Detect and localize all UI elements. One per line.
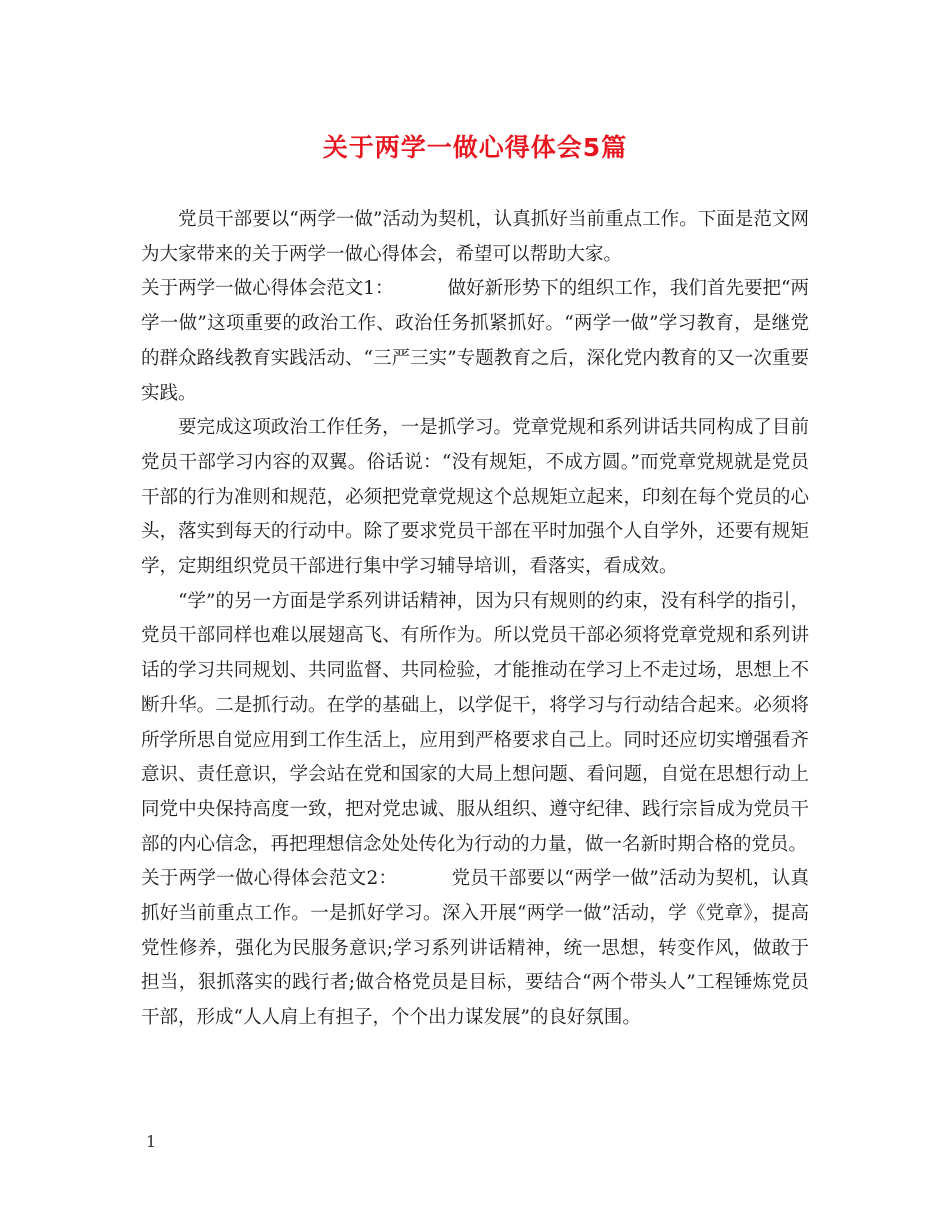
section1-paragraph-3: “学”的另一方面是学系列讲话精神，因为只有规则的约束，没有科学的指引，党员干部同样也难以展翅高飞、有所作为。所以党员干部必须将党章党规和系列讲话的学习共同规划、共同监督、共同检验，才能推动在学习上不走过场，思想上不断升华。二是抓行动。在学的基础上，以学促干，将学习与行动结合起来。必须将所学所思自觉应用到工作生活上，应用到严格要求自己上。同时还应切实增强看齐意识、责任意识，学会站在党和国家的大局上想问题、看问题，自觉在思想行动上同党中央保持高度一致，把对党忠诚、服从组织、遵守纪律、践行宗旨成为党员干部的内心信念，再把理想信念处处传化为行动的力量，做一名新时期合格的党员。 [141,590,809,855]
section1-paragraph [141,272,809,411]
section2-lead-text: 党员干部要以“两学一做”活动为契机，认真抓好当前重点工作。一是抓好学习。深入开展“两学一做”活动，学《党章》，提高党性修养，强化为民服务意识;学习系列讲话精神，统一思想，转变作风，做敢于担当，狠抓落实的践行者;做合格党员是目标，要结合“两个带头人”工程锤炼党员干部，形成“人人肩上有担子，个个出力谋发展”的良好氛围。 [141,868,809,1029]
section2-heading: 关于两学一做心得体会范文2： [141,868,398,890]
document-title: 关于两学一做心得体会5篇 [322,133,628,162]
section1-heading: 关于两学一做心得体会范文1： [141,278,394,300]
section2-paragraph [141,862,809,1036]
page-number: 1 [146,1132,157,1151]
document-body [141,203,809,1036]
section1-lead-text: 做好新形势下的组织工作，我们首先要把“两学一做”这项重要的政治工作、政治任务抓紧抓好。“两学一做”学习教育，是继党的群众路线教育实践活动、“三严三实”专题教育之后，深化党内教育的又一次重要实践。 [141,278,809,404]
intro-paragraph: 党员干部要以“两学一做”活动为契机，认真抓好当前重点工作。下面是范文网为大家带来的关于两学一做心得体会，希望可以帮助大家。 [141,209,809,265]
section1-paragraph-2: 要完成这项政治工作任务，一是抓学习。党章党规和系列讲话共同构成了目前党员干部学习内容的双翼。俗话说：“没有规矩，不成方圆。”而党章党规就是党员干部的行为准则和规范，必须把党章党规这个总规矩立起来，印刻在每个党员的心头，落实到每天的行动中。除了要求党员干部在平时加强个人自学外，还要有规矩学，定期组织党员干部进行集中学习辅导培训，看落实，看成效。 [141,417,809,578]
